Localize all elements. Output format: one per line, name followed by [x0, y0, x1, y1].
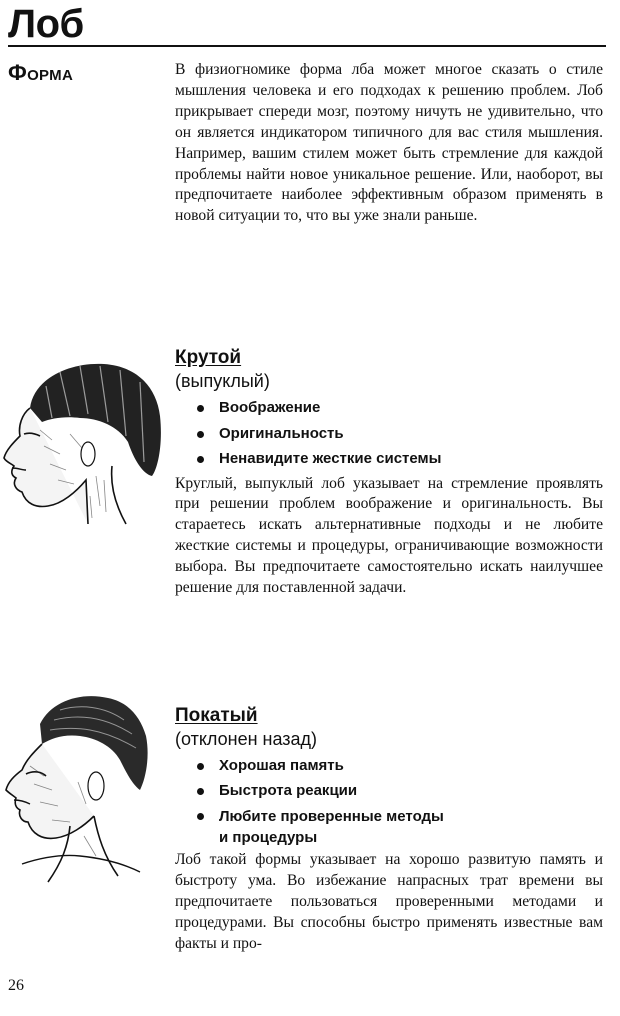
- bullet-item: Воображение: [197, 395, 603, 421]
- bullet-item: Быстрота реакции: [197, 778, 603, 803]
- section-heading: Форма: [8, 60, 74, 85]
- type-convex-heading: Крутой: [175, 347, 242, 368]
- type-convex-bullets: [175, 395, 603, 472]
- type-sloping-text: Лоб такой формы указывает на хорошо развитую память и быстроту ума. Во избежание напрасных трат времени вы предпочитаете пользоваться проверенными методами и процедурами. Вы способны быстро применять известные вам факты и про-: [175, 851, 603, 952]
- intro-paragraph: В физиогномике форма лба может многое сказать о стиле мышления человека и его подходах к решению проблем. Лоб прикрывает спереди мозг, поэтому ничуть не удивительно, что он является индикатором типичного для вас стиля мышления. Например, вашим стилем может быть стремление для каждой проблемы найти новое уникальное решение. Или, наоборот, вы предпочитаете наиболее эффективным образом применять в новой ситуации то, что вы уже знали раньше.: [175, 61, 603, 225]
- bullet-dot-icon: [197, 788, 204, 795]
- type-sloping-bullets: [175, 753, 603, 848]
- type-sloping-heading: Покатый: [175, 705, 258, 726]
- bullet-dot-icon: [197, 813, 204, 820]
- man-profile-illustration: [0, 686, 170, 886]
- title-rule: [8, 45, 606, 47]
- type-sloping-block: [175, 704, 603, 955]
- bullet-dot-icon: [197, 763, 204, 770]
- bullet-item: Ненавидите жесткие системы: [197, 446, 603, 472]
- bullet-item: Хорошая память: [197, 753, 603, 778]
- bullet-item: Оригинальность: [197, 421, 603, 447]
- bullet-dot-icon: [197, 405, 204, 412]
- page-title: Лоб: [8, 2, 84, 46]
- bullet-dot-icon: [197, 431, 204, 438]
- type-convex-subtitle: (выпуклый): [175, 371, 270, 391]
- type-convex-text: Круглый, выпуклый лоб указывает на стремление проявлять при решении проблем воображение и оригинальность. Вы стараетесь искать альтернативные подходы и не любите жесткие системы и процедуры, ограничивающие возможности выбора. Вы предпочитаете самостоятельно искать наилучшее решение для поставленной задачи.: [175, 474, 603, 597]
- woman-profile-illustration: [0, 356, 170, 526]
- page-number: 26: [8, 977, 24, 994]
- type-convex-block: [175, 346, 603, 599]
- bullet-item: Любите проверенные методы и процедуры: [197, 806, 603, 848]
- bullet-dot-icon: [197, 456, 204, 463]
- type-sloping-subtitle: (отклонен назад): [175, 729, 318, 749]
